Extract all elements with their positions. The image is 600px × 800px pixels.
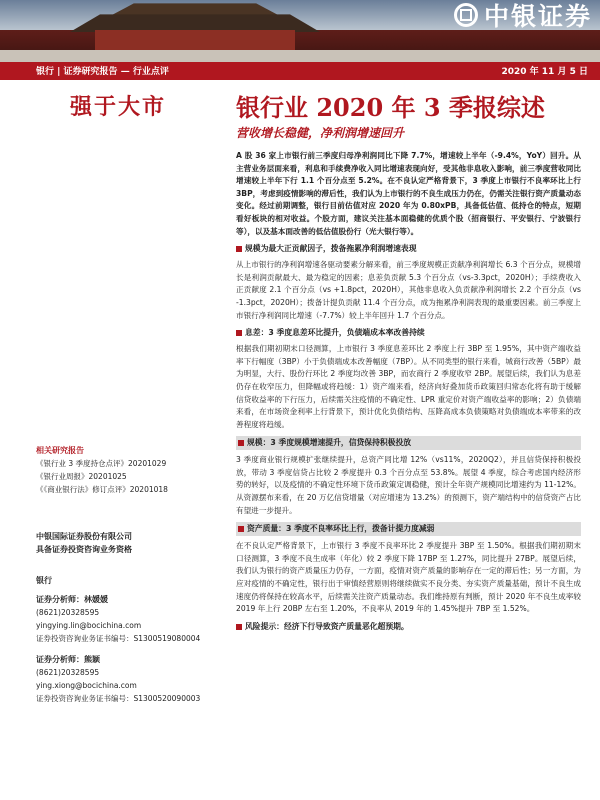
section-body: 根据我们期初期末口径测算，上市银行 3 季度息差环比 2 季度上行 3BP 至 1.95%，其中资产端收益率下行幅度（3BP）小于负债端成本改善幅度（7BP）。从不同类型的银行来看，城商行改善（5BP）最为明显，大行、股份行环比 2 季度均改善 3BP，而农商行 2 季度收窄 2BP。展望后续，我们认为息差仍存在收窄压力，但降幅或将趋缓：1）资产端来看，经济向好叠加货币政策回归常态化将有助于缓解信贷收益率的下行压力，后续需关注疫情的不确定性、LPR 重定价对资产端收益率的影响；2）负债端来看，在市场资金利率上行背景下，预计优化负债结构、压降高成本负债策略对负债端成本率带来的改善程度将趋缓。 (236, 344, 581, 429)
analyst-cert: 证券投资咨询业务证书编号：S1300520090003 (36, 694, 201, 703)
related-item: 《银行业 3 季度持仓点评》20201029 (36, 459, 167, 468)
rating: 强于大市 (70, 95, 167, 120)
analyst-email: yingying.lin@bocichina.com (36, 621, 142, 630)
section-heading (236, 522, 581, 536)
boc-logo-icon (454, 3, 478, 27)
bullet-icon (236, 330, 242, 336)
analyst-cert: 证券投资咨询业务证书编号：S1300519080004 (36, 634, 201, 643)
section-heading-text: 息差：3 季度息差环比提升，负债端成本率改善持续 (245, 328, 425, 338)
analyst-name: 证券分析师：熊颖 (36, 655, 100, 664)
section-heading-text: 资产质量：3 季度不良率环比上行，拨备计提力度减弱 (247, 524, 435, 534)
bullet-icon (236, 246, 242, 252)
section-heading-text: 规模：3 季度规模增速提升，信贷保持积极投放 (247, 438, 412, 448)
related-item: 《银行业周报》20201025 (36, 472, 127, 481)
report-title: 银行业 2020 年 3 季报综述 (236, 93, 545, 122)
risk-warning (236, 621, 581, 633)
bullet-icon (238, 440, 244, 446)
section-body: 从上市银行的净利润增速各驱动要素分解来看，前三季度规模正贡献净利润增长 6.3 个百分点，规模增长是利润贡献最大、最为稳定的因素；息差负贡献 5.3 个百分点（vs-3.3pct，2020H）；手续费收入正贡献度 2.1 个百分点（vs +1.8pct，2020H），其他非息收入负贡献净利润增长 2.2 个百分点（vs -1.3pct，2020H）；拨备计提负贡献 11.4 个百分点，成为拖累净利润表现的最重要因素。前三季度上市银行净利润同比增速（-7.7%）较上半年回升 1.7 个百分点。 (236, 260, 581, 320)
palace-steps (0, 50, 600, 62)
industry-analysts (36, 574, 206, 705)
bullet-icon (236, 624, 242, 630)
section-heading-text: 规模为最大正贡献因子，拨备拖累净利润增速表现 (245, 244, 417, 254)
analyst-name: 证券分析师：林媛媛 (36, 595, 108, 604)
institution (36, 530, 206, 556)
industry-label: 银行 (36, 576, 52, 585)
related-label: 相关研究报告 (36, 446, 84, 455)
category-bar (0, 62, 600, 80)
breadcrumb: 银行 | 证券研究报告 — 行业点评 (36, 67, 169, 77)
summary-paragraph: A 股 36 家上市银行前三季度归母净利润同比下降 7.7%，增速较上半年（-9.4%，YoY）回升。从主营业务层面来看，利息和手续费净收入同比增速表现向好，受其他非息收入影响，前三季度营收同比增速较上半年下行 1.1 个百分点至 5.2%。在不良认定严格背景下，3 季度上市银行不良率环比上行 3BP，考虑到疫情影响的滞后性，我们认为上市银行的不良生成压力仍在，仍需关注银行资产质量动态变化。经过前期调整，银行目前估值对应 2020 年为 0.80xPB，具备低估值、低持仓的特点，短期看好板块的相对收益。个股方面，建议关注基本面稳健的优质个股（招商银行、平安银行、宁波银行等），以及基本面改善的低估值股份行（光大银行等）。 (236, 151, 581, 236)
header-banner (0, 0, 600, 62)
section-body: 在不良认定严格背景下，上市银行 3 季度不良率环比 2 季度提升 3BP 至 1.50%。根据我们期初期末口径测算，3 季度不良生成率（年化）较 2 季度下降 17BP 至 1.27%，同比提升 27BP。展望后续，我们认为银行的资产质量压力仍存，一方面，疫情对资产质量的影响存在一定的滞后性；另一方面，为应对疫情的不确定性，银行出于审慎经营原则将继续做实不良分类、夯实资产质量基础，预计不良生成速度仍将保持在较高水平，后续需关注资产质量动态。我们维持原有判断，预计 2020 年不良生成率较 2019 年上行 20BP 左右至 1.20%，不良率从 2019 年的 1.45%提升 7BP 至 1.52%。 (236, 541, 581, 614)
brand (372, 0, 592, 30)
section-heading (236, 327, 581, 339)
report-body (236, 150, 581, 637)
risk-warning-text: 风险提示：经济下行导致资产质量恶化超预期。 (245, 621, 409, 631)
report-subtitle: 营收增长稳健，净利润增速回升 (236, 126, 405, 140)
section-heading (236, 243, 581, 255)
palace-roof-upper (110, 2, 280, 16)
analyst-phone: (8621)20328595 (36, 608, 100, 617)
related-item: 《《商业银行法》修订点评》20201018 (36, 485, 168, 494)
institution-name: 中银国际证券股份有限公司 (36, 532, 132, 541)
report-date: 2020 年 11 月 5 日 (501, 67, 588, 77)
palace-hall (95, 30, 295, 52)
analyst-phone: (8621)20328595 (36, 668, 100, 677)
bullet-icon (238, 526, 244, 532)
analyst-email: ying.xiong@bocichina.com (36, 681, 137, 690)
section-body: 3 季度商业银行规模扩张继续提升，总资产同比增 12%（vs11%，2020Q2），并且信贷保持积极投放，带动 3 季度信贷占比较 2 季度提升 0.3 个百分点至 53.8%。展望 4 季度，综合考虑国内经济形势的转好，以及疫情的不确定性环境下货币政策定调稳健，预计全年资产规模同比增速约为 11-12%。从资源摆布来看，在 20 万亿信贷增量（对应增速为 13.2%）的预测下，资产端结构中的信贷资产占比有望进一步提升。 (236, 455, 581, 515)
institution-qualification: 具备证券投资咨询业务资格 (36, 545, 132, 554)
brand-name: 中银证券 (483, 2, 592, 31)
section-heading (236, 436, 581, 450)
related-reports (36, 444, 206, 496)
